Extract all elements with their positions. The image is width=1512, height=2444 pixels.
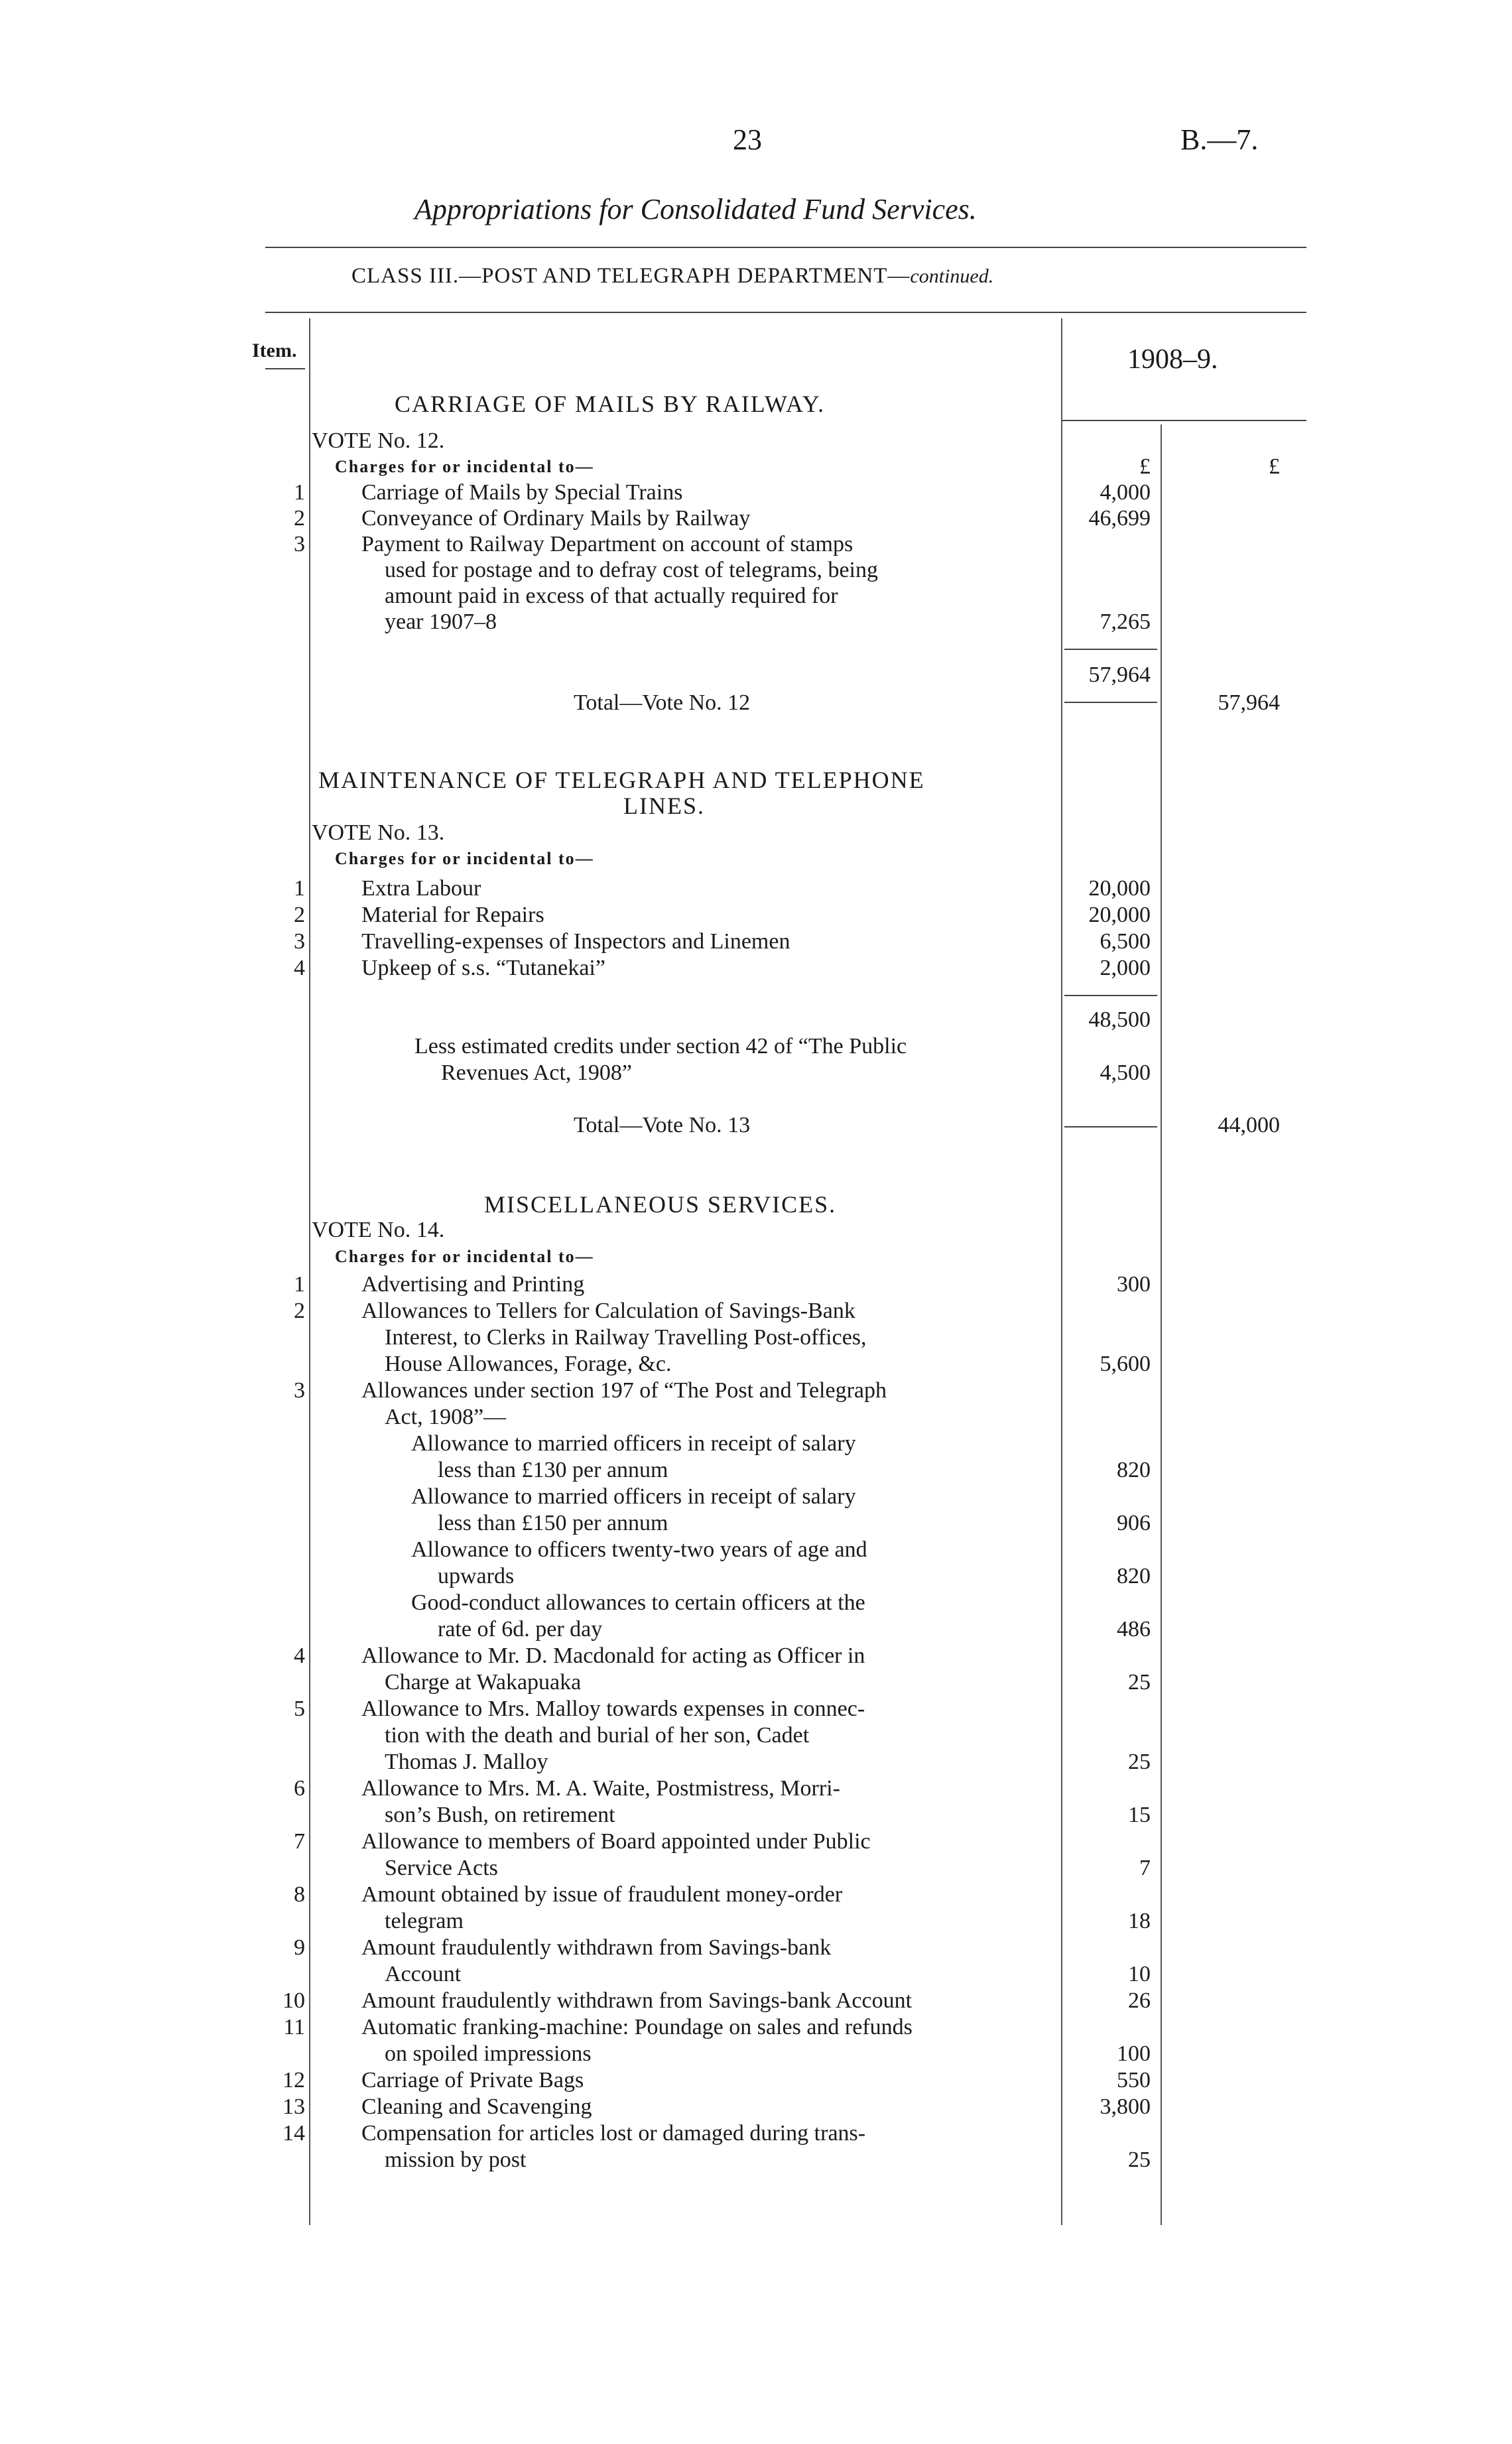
list-item: 3 Payment to Railway Department on account of stamps — [294, 532, 853, 556]
list-item: 1 Carriage of Mails by Special Trains 4,000 — [294, 480, 1151, 505]
list-item: 4 Upkeep of s.s. “Tutanekai” 2,000 — [294, 956, 1151, 980]
list-item: 12 Carriage of Private Bags 550 — [283, 2068, 1151, 2092]
list-item: 3 Travelling-expenses of Inspectors and Linemen 6,500 — [294, 929, 1151, 954]
currency-mark: £ — [1139, 454, 1151, 479]
list-item-continuation: Thomas J. Malloy 25 — [385, 1750, 1151, 1774]
total-rule — [1064, 702, 1157, 703]
sub-item: Good-conduct allowances to certain officers at the — [411, 1590, 865, 1615]
class-heading: CLASS III.—POST AND TELEGRAPH DEPARTMENT—continued. — [351, 264, 994, 288]
list-item: 6 Allowance to Mrs. M. A. Waite, Postmistress, Morri- — [294, 1776, 840, 1801]
list-item: 3 Allowances under section 197 of “The Post and Telegraph — [294, 1378, 887, 1403]
section-title-telegraph: MAINTENANCE OF TELEGRAPH AND TELEPHONE — [318, 767, 925, 793]
list-item-continuation: year 1907–8 7,265 — [385, 610, 1151, 634]
sub-item: Allowance to married officers in receipt of salary — [411, 1484, 856, 1509]
list-item-continuation: tion with the death and burial of her son, Cadet — [385, 1723, 810, 1748]
list-item: 2 Allowances to Tellers for Calculation of Savings-Bank — [294, 1299, 855, 1323]
sub-item-continuation: upwards 820 — [438, 1564, 1151, 1588]
header-rule — [265, 247, 1306, 248]
sub-item-continuation: less than £130 per annum 820 — [438, 1458, 1151, 1482]
sub-item-continuation: less than £150 per annum 906 — [438, 1511, 1151, 1535]
vote-14-heading: VOTE No. 14. — [312, 1218, 445, 1242]
list-item-continuation: Service Acts 7 — [385, 1856, 1151, 1880]
sub-item: Allowance to officers twenty-two years of age and — [411, 1537, 867, 1562]
list-item-continuation: Account 10 — [385, 1962, 1151, 1986]
total-row-vote-13: Total—Vote No. 13 44,000 — [574, 1113, 1280, 1137]
list-item-continuation: Interest, to Clerks in Railway Travelling Post-offices, — [385, 1325, 867, 1350]
list-item: 4 Allowance to Mr. D. Macdonald for acting as Officer in — [294, 1643, 865, 1668]
subtotal-row: 48,500 — [1088, 1007, 1151, 1032]
section-title-telegraph-cont: LINES. — [623, 793, 705, 819]
list-item-continuation: on spoiled impressions 100 — [385, 2041, 1151, 2066]
subtotal-rule — [1064, 995, 1157, 996]
list-item: 11 Automatic franking-machine: Poundage on sales and refunds — [283, 2015, 913, 2039]
list-item-continuation: used for postage and to defray cost of telegrams, being — [385, 558, 878, 582]
less-credits-row: Less estimated credits under section 42 of “The Public — [414, 1034, 907, 1059]
list-item: 2 Conveyance of Ordinary Mails by Railway 46,699 — [294, 506, 1151, 531]
vote-13-heading: VOTE No. 13. — [312, 820, 445, 845]
table-top-rule — [265, 312, 1306, 313]
list-item: 14 Compensation for articles lost or damaged during trans- — [283, 2121, 866, 2146]
page-title: Appropriations for Consolidated Fund Services. — [414, 193, 977, 225]
list-item: 7 Allowance to members of Board appointed under Public — [294, 1829, 871, 1854]
subtotal-rule — [1064, 649, 1157, 650]
charges-heading: Charges for or incidental to— — [335, 849, 594, 868]
sub-item: Allowance to married officers in receipt of salary — [411, 1431, 856, 1456]
section-title-misc: MISCELLANEOUS SERVICES. — [484, 1191, 837, 1218]
year-header-rule — [1062, 420, 1306, 421]
section-title-railway: CARRIAGE OF MAILS BY RAILWAY. — [395, 391, 826, 417]
list-item-continuation: House Allowances, Forage, &c. 5,600 — [385, 1352, 1151, 1376]
vote-12-heading: VOTE No. 12. — [312, 428, 445, 453]
list-item-continuation: Charge at Wakapuaka 25 — [385, 1670, 1151, 1695]
list-item: 9 Amount fraudulently withdrawn from Savings-bank — [294, 1935, 832, 1960]
currency-mark-total: £ — [1269, 454, 1280, 479]
list-item: 1 Advertising and Printing 300 — [294, 1272, 1151, 1297]
less-credits-row-cont: Revenues Act, 1908” 4,500 — [441, 1061, 1151, 1085]
list-item-continuation: mission by post 25 — [385, 2148, 1151, 2172]
charges-heading: Charges for or incidental to— — [335, 1247, 594, 1266]
list-item: 5 Allowance to Mrs. Malloy towards expenses in connec- — [294, 1697, 865, 1721]
list-item: 13 Cleaning and Scavenging 3,800 — [283, 2094, 1151, 2119]
list-item: 10 Amount fraudulently withdrawn from Savings-bank Account 26 — [283, 1988, 1151, 2013]
total-row-vote-12: Total—Vote No. 12 57,964 — [574, 690, 1280, 715]
list-item-continuation: son’s Bush, on retirement 15 — [385, 1803, 1151, 1827]
list-item: 2 Material for Repairs 20,000 — [294, 903, 1151, 927]
year-column-header: 1908–9. — [1127, 344, 1218, 375]
list-item-continuation: Act, 1908”— — [385, 1405, 507, 1429]
list-item-continuation: telegram 18 — [385, 1909, 1151, 1933]
sub-item-continuation: rate of 6d. per day 486 — [438, 1617, 1151, 1641]
total-rule — [1064, 1126, 1157, 1127]
list-item: 1 Extra Labour 20,000 — [294, 876, 1151, 901]
item-header-rule — [265, 368, 305, 369]
item-column-header: Item. — [252, 340, 297, 361]
page-number: 23 — [733, 123, 762, 156]
document-reference: B.—7. — [1180, 123, 1259, 156]
subtotal-row: 57,964 — [1088, 663, 1151, 687]
list-item: 8 Amount obtained by issue of fraudulent money-order — [294, 1882, 843, 1907]
charges-heading: Charges for or incidental to— £ £ — [335, 454, 1280, 479]
list-item-continuation: amount paid in excess of that actually required for — [385, 584, 838, 608]
